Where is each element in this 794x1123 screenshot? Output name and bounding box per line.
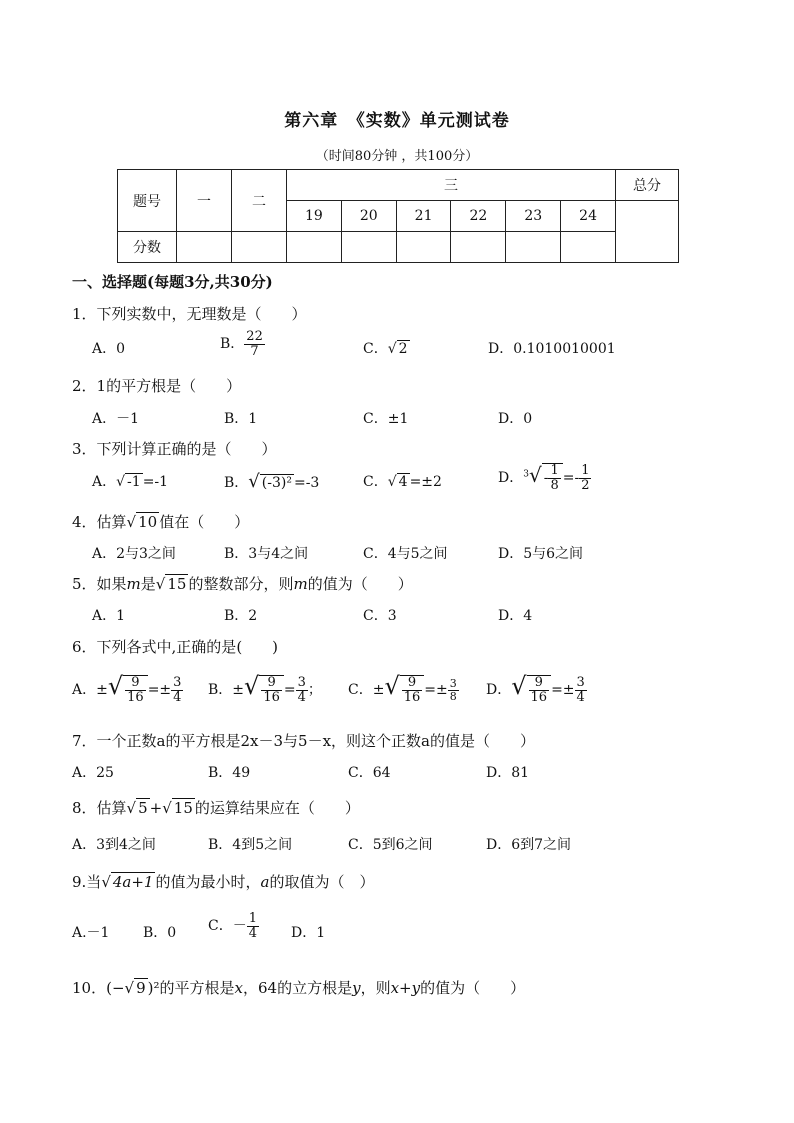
q7-option-d: D．81	[486, 765, 530, 781]
score-table-subcol: 24	[561, 201, 616, 232]
score-cell	[561, 232, 616, 263]
question-9-stem: 9.当√ 4a+1 的值为最小时，a的取值为（ ）	[72, 873, 375, 891]
question-5-stem: 5．如果m是√ 15 的整数部分，则m的值为（ ）	[72, 575, 413, 593]
q2-option-d: D．0	[498, 411, 533, 427]
score-cell	[287, 232, 342, 263]
q1-option-c: C．√ 2	[363, 341, 408, 357]
score-cell	[232, 232, 287, 263]
q3-option-d: D．$^3$√ - $\frac{1}{8}$ =- $\frac{1}{2}$	[498, 463, 590, 493]
q1-option-a: A．0	[92, 341, 126, 357]
q5-option-c: C．3	[363, 608, 397, 624]
q6-option-d: D．√ $\frac{9}{16}$ =± $\frac{3}{4}$	[486, 672, 585, 705]
q2-option-b: B．1	[224, 411, 258, 427]
q2-option-c: C．±1	[363, 411, 409, 427]
score-cell	[177, 232, 232, 263]
q1-option-b: B． $\frac{22}{7}$	[220, 329, 263, 359]
q1-option-d: D．0.1010010001	[488, 341, 616, 357]
q5-option-b: B．2	[224, 608, 258, 624]
q6-option-b: B．±√ $\frac{9}{16}$ = $\frac{3}{4}$ ；	[208, 672, 322, 705]
score-table-subcol: 19	[287, 201, 342, 232]
score-table-col-1: 一	[177, 170, 232, 232]
q4-option-b: B．3与4之间	[224, 546, 309, 562]
q4-option-a: A．2与3之间	[92, 546, 176, 562]
score-table-label-score: 分数	[118, 232, 177, 263]
score-table-col-3: 三	[287, 170, 616, 201]
question-6-stem: 6．下列各式中,正确的是( )	[72, 638, 279, 656]
q3-option-a: A．√ -1 =-1	[92, 474, 169, 490]
q4-option-d: D．5与6之间	[498, 546, 584, 562]
q8-option-a: A．3到4之间	[72, 837, 156, 853]
q5-option-a: A．1	[92, 608, 126, 624]
q9-option-c: C．－ $\frac{1}{4}$	[208, 911, 257, 941]
q9-option-b: B．0	[143, 925, 177, 941]
score-table-total-cell	[616, 201, 679, 263]
score-table-subcol: 21	[396, 201, 451, 232]
q8-option-b: B．4到5之间	[208, 837, 293, 853]
q7-option-b: B．49	[208, 765, 251, 781]
score-table-label-question: 题号	[118, 170, 177, 232]
q2-option-a: A．－1	[92, 411, 140, 427]
q5-option-d: D．4	[498, 608, 533, 624]
score-table-col-2: 二	[232, 170, 287, 232]
question-4-stem: 4．估算√ 10 值在（ ）	[72, 513, 250, 531]
page-title: 第六章 《实数》单元测试卷	[284, 111, 510, 131]
question-3-stem: 3．下列计算正确的是（ ）	[72, 440, 277, 458]
score-cell	[396, 232, 451, 263]
score-table-col-total: 总分	[616, 170, 679, 201]
q6-option-a: A．±√ $\frac{9}{16}$ =± $\frac{3}{4}$	[72, 672, 182, 705]
q8-option-d: D．6到7之间	[486, 837, 572, 853]
q7-option-a: A．25	[72, 765, 114, 781]
score-table-subcol: 22	[451, 201, 506, 232]
score-table-subcol: 20	[341, 201, 396, 232]
score-cell	[451, 232, 506, 263]
q6-option-c: C．±√ $\frac{9}{16}$ =± $\frac{3}{8}$	[348, 672, 457, 705]
q3-option-b: B．√ (-3)² =-3	[224, 471, 320, 492]
section-title: 一、选择题(每题3分,共30分)	[72, 273, 273, 291]
q9-option-d: D．1	[291, 925, 326, 941]
score-table-subcol: 23	[506, 201, 561, 232]
q4-option-c: C．4与5之间	[363, 546, 448, 562]
q8-option-c: C．5到6之间	[348, 837, 433, 853]
question-10-stem: 10．(−√ 9 )²的平方根是x，64的立方根是y，则x+y的值为（ ）	[72, 979, 526, 997]
q7-option-c: C．64	[348, 765, 391, 781]
question-7-stem: 7．一个正数a的平方根是2x－3与5－x，则这个正数a的值是（ ）	[72, 732, 535, 750]
question-1-stem: 1．下列实数中，无理数是（ ）	[72, 305, 307, 323]
question-8-stem: 8．估算√ 5 +√ 15 的运算结果应在（ ）	[72, 799, 360, 817]
score-table	[117, 169, 679, 263]
question-2-stem: 2．1的平方根是（ ）	[72, 377, 242, 395]
score-cell	[506, 232, 561, 263]
page-subtitle: （时间80分钟 ，共100分）	[315, 149, 479, 164]
score-cell	[341, 232, 396, 263]
q3-option-c: C．√ 4 =±2	[363, 474, 442, 490]
q9-option-a: A.－1	[72, 925, 110, 941]
